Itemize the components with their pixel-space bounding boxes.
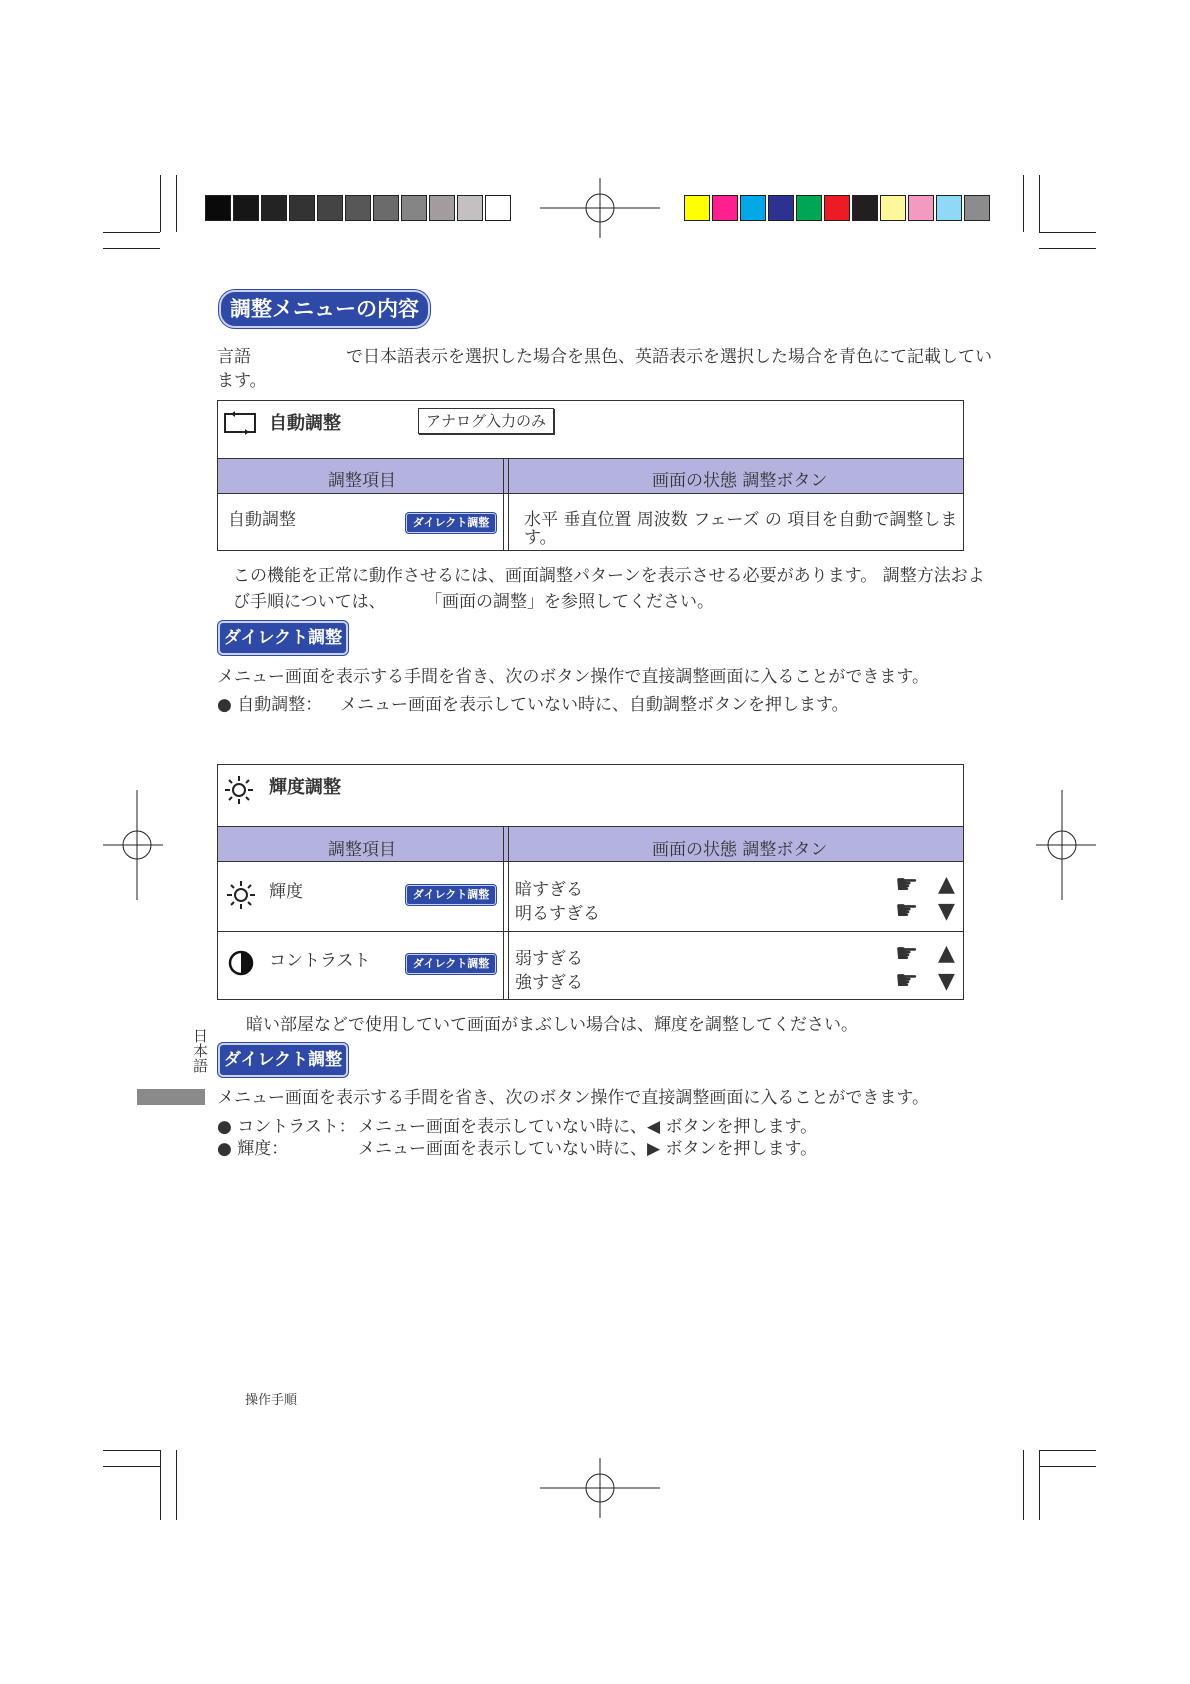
pointing-hand-icon: ☛ bbox=[895, 896, 919, 926]
auto-direct-tag: ダイレクト調整 bbox=[406, 513, 496, 533]
gray-swatch bbox=[205, 195, 231, 221]
direct2-bullet2-label: ● 輝度： bbox=[217, 1139, 289, 1159]
contrast-state-strong: 強すぎる bbox=[515, 973, 583, 993]
auto-row-desc-line1: 水平 垂直位置 周波数 フェーズ の 項目を自動で調整しま bbox=[524, 510, 958, 530]
auto-row-desc-line2: す。 bbox=[524, 528, 557, 548]
registration-mark-top bbox=[540, 178, 660, 238]
side-language-label: 日本語 bbox=[191, 1028, 209, 1073]
auto-adjust-table bbox=[217, 400, 964, 551]
direct1-desc: メニュー画面を表示する手間を省き、次のボタン操作で直接調整画面に入ることができます。 bbox=[217, 667, 929, 687]
direct2-desc: メニュー画面を表示する手間を省き、次のボタン操作で直接調整画面に入ることができます。 bbox=[217, 1088, 929, 1108]
gray-swatch bbox=[373, 195, 399, 221]
registration-mark-right bbox=[1036, 790, 1096, 900]
color-swatch bbox=[824, 195, 850, 221]
brightness-title: 輝度調整 bbox=[269, 777, 341, 798]
gray-swatch bbox=[485, 195, 511, 221]
direct1-bullet-text: メニュー画面を表示していない時に、自動調整ボタンを押します。 bbox=[340, 695, 849, 715]
direct2-bullet2-text: メニュー画面を表示していない時に、▶ ボタンを押します。 bbox=[358, 1139, 818, 1159]
color-swatch bbox=[852, 195, 878, 221]
down-arrow-icon: ▼ bbox=[938, 969, 955, 994]
direct-adjust-label-2: ダイレクト調整 bbox=[218, 1043, 348, 1077]
pointing-hand-icon: ☛ bbox=[895, 966, 919, 996]
brightness-col1-header: 調整項目 bbox=[328, 840, 396, 860]
side-gray-tab bbox=[137, 1089, 205, 1105]
auto-note-line2a: び手順については、 bbox=[233, 592, 386, 612]
color-swatch bbox=[740, 195, 766, 221]
direct2-bullet1-text: メニュー画面を表示していない時に、◀ ボタンを押します。 bbox=[358, 1117, 818, 1137]
contrast-state-weak: 弱すぎる bbox=[515, 949, 583, 969]
pointing-hand-icon: ☛ bbox=[895, 939, 919, 969]
gray-swatch bbox=[457, 195, 483, 221]
brightness-table bbox=[217, 764, 964, 1000]
contrast-direct-tag: ダイレクト調整 bbox=[406, 954, 496, 974]
section-title: 調整メニューの内容 bbox=[219, 290, 430, 328]
brightness-direct-tag: ダイレクト調整 bbox=[406, 885, 496, 905]
direct-adjust-label-1: ダイレクト調整 bbox=[218, 621, 348, 655]
up-arrow-icon: ▲ bbox=[938, 941, 955, 966]
footer-label: 操作手順 bbox=[245, 1393, 298, 1408]
color-swatch bbox=[908, 195, 934, 221]
intro-line1-text: で日本語表示を選択した場合を黒色、英語表示を選択した場合を青色にて記載してい bbox=[346, 347, 992, 367]
brightness-col2-header: 画面の状態 調整ボタン bbox=[652, 840, 828, 860]
sun-icon bbox=[226, 880, 256, 910]
intro-line2-text: ます。 bbox=[217, 371, 267, 391]
intro-line1-language: 言語 bbox=[217, 347, 251, 367]
auto-col1-header: 調整項目 bbox=[328, 471, 396, 491]
down-arrow-icon: ▼ bbox=[938, 899, 955, 924]
gray-swatch bbox=[289, 195, 315, 221]
up-arrow-icon: ▲ bbox=[938, 872, 955, 897]
gray-swatch bbox=[261, 195, 287, 221]
auto-adjust-icon bbox=[223, 411, 257, 435]
color-swatch bbox=[684, 195, 710, 221]
brightness-state-bright: 明るすぎる bbox=[515, 904, 600, 924]
brightness-state-dark: 暗すぎる bbox=[515, 880, 583, 900]
gray-swatch bbox=[345, 195, 371, 221]
color-swatch bbox=[964, 195, 990, 221]
direct1-bullet-label: ● 自動調整： bbox=[217, 695, 323, 715]
auto-col2-header: 画面の状態 調整ボタン bbox=[652, 471, 828, 491]
gray-swatch bbox=[317, 195, 343, 221]
color-swatch bbox=[936, 195, 962, 221]
gray-swatch bbox=[401, 195, 427, 221]
gray-swatch bbox=[233, 195, 259, 221]
registration-mark-bottom bbox=[540, 1458, 660, 1518]
brightness-note: 暗い部屋などで使用していて画面がまぶしい場合は、輝度を調整してください。 bbox=[246, 1015, 858, 1035]
color-swatch bbox=[712, 195, 738, 221]
gray-swatch bbox=[429, 195, 455, 221]
color-swatch bbox=[796, 195, 822, 221]
contrast-icon bbox=[227, 949, 255, 977]
pointing-hand-icon: ☛ bbox=[895, 870, 919, 900]
brightness-row-item: 輝度 bbox=[269, 882, 303, 902]
analog-only-badge: アナログ入力のみ bbox=[418, 408, 554, 434]
sun-icon bbox=[224, 775, 254, 805]
auto-adjust-title: 自動調整 bbox=[269, 413, 341, 434]
auto-note-line1: この機能を正常に動作させるには、画面調整パターンを表示させる必要があります。 調整方法およ bbox=[233, 566, 985, 586]
auto-note-line2b: 「画面の調整」を参照してください。 bbox=[425, 592, 714, 612]
color-swatch bbox=[768, 195, 794, 221]
contrast-row-item: コントラスト bbox=[269, 951, 371, 971]
auto-row-item: 自動調整 bbox=[228, 510, 296, 530]
registration-mark-left bbox=[103, 790, 163, 900]
direct2-bullet1-label: ● コントラスト： bbox=[217, 1117, 356, 1137]
color-swatch bbox=[880, 195, 906, 221]
